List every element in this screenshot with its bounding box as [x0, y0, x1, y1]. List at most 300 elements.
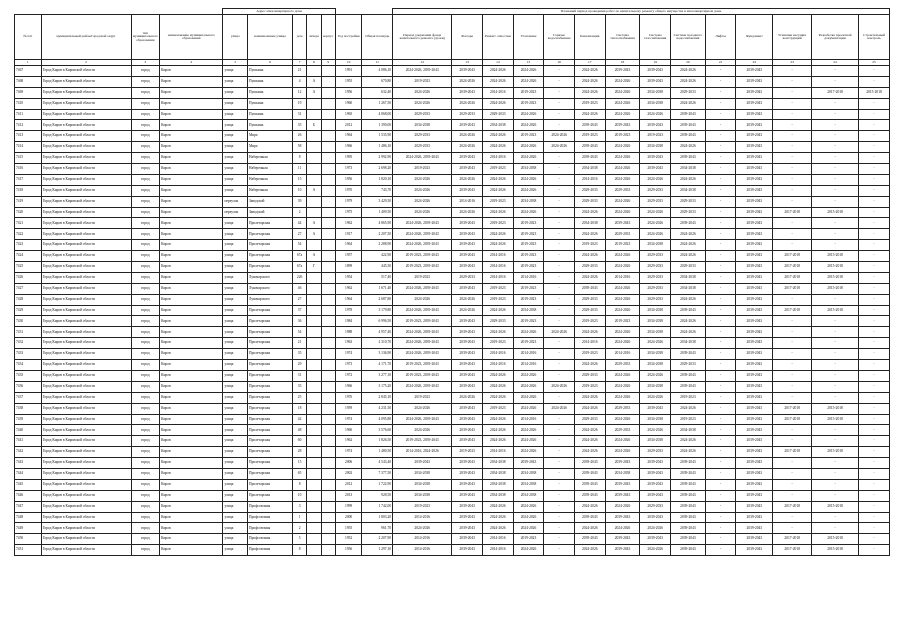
repair-period-cell: 2024-2026	[393, 425, 452, 436]
house-letter-cell	[307, 490, 321, 501]
sewerage-period-cell: 2019-2023	[574, 316, 605, 327]
elevator-period-cell: -	[705, 98, 736, 109]
row-number-cell: 7426	[15, 272, 42, 283]
street-type-cell: улица	[223, 174, 248, 185]
heating-period-cell: 2024-2026	[605, 207, 640, 218]
table-row	[15, 120, 890, 131]
heating-period-cell: 2024-2026	[605, 414, 640, 425]
house-number-cell: 39	[292, 196, 306, 207]
house-letter-cell	[307, 436, 321, 447]
house-letter-cell	[307, 327, 321, 338]
house-letter-cell	[307, 131, 321, 142]
blind-area-period-cell: 2034-2038	[483, 479, 514, 490]
reinforcement-period-cell: 2017-2018	[773, 447, 812, 458]
house-number-cell: 31	[292, 109, 306, 120]
street-type-cell: улица	[223, 109, 248, 120]
street-name-cell: Пролетарская	[247, 305, 292, 316]
elevator-period-cell: -	[705, 196, 736, 207]
column-header: корпус	[321, 15, 335, 60]
construction-control-period-cell: -	[859, 272, 890, 283]
repair-period-cell: 2029-2033	[393, 142, 452, 153]
register-body	[15, 66, 890, 556]
design-docs-period-cell: -	[812, 327, 859, 338]
foundation-period-cell: 2039-2043	[736, 523, 773, 534]
blind-area-period-cell: 2024-2026	[483, 523, 514, 534]
municipality-name-cell: Киров	[160, 207, 223, 218]
blind-area-period-cell: 2034-2038	[483, 458, 514, 469]
design-docs-period-cell: 2015-2018	[812, 501, 859, 512]
table-row	[15, 501, 890, 512]
building-block-cell	[321, 131, 335, 142]
blind-area-period-cell: 2024-2026	[483, 66, 514, 77]
construction-control-period-cell: -	[859, 262, 890, 273]
build-year-cell: 1988	[335, 327, 362, 338]
facade-period-cell: 2039-2043	[452, 545, 483, 556]
municipality-type-cell: город	[131, 109, 160, 120]
municipal-district-cell: Город Киров в Кировской области	[41, 545, 131, 556]
table-row	[15, 218, 890, 229]
repair-period-cell: 2034-2038	[393, 490, 452, 501]
hot-water-period-cell: -	[544, 207, 575, 218]
house-number-cell: 26	[292, 131, 306, 142]
house-letter-cell	[307, 392, 321, 403]
municipality-name-cell: Киров	[160, 66, 223, 77]
blind-area-period-cell: 2014-2016	[483, 447, 514, 458]
table-row	[15, 229, 890, 240]
repair-period-cell: 2024-2026, 2039-2043	[393, 66, 452, 77]
build-year-cell: 1959	[335, 403, 362, 414]
repair-period-cell: 2024-2026, 2039-2043	[393, 240, 452, 251]
column-header: Система холодного водоснабжения	[671, 15, 706, 60]
total-area-cell: 4 957,40	[362, 327, 393, 338]
insulation-period-cell: 2024-2026	[513, 66, 544, 77]
street-name-cell: Пролетарская	[247, 490, 292, 501]
municipality-name-cell: Киров	[160, 294, 223, 305]
building-block-cell	[321, 142, 335, 153]
building-block-cell	[321, 414, 335, 425]
column-header: Горячее водоснабжение	[544, 15, 575, 60]
sewerage-period-cell: 2014-2016	[574, 174, 605, 185]
gas-period-cell: 2039-2043	[640, 468, 671, 479]
column-header: Утепление	[513, 15, 544, 60]
blind-area-period-cell: 2014-2016	[483, 360, 514, 371]
gas-period-cell: 2039-2043	[640, 164, 671, 175]
insulation-period-cell: 2014-2016	[513, 272, 544, 283]
building-block-cell	[321, 425, 335, 436]
design-docs-period-cell: 2015-2018	[812, 545, 859, 556]
cold-water-period-cell: 2029-2033	[671, 87, 706, 98]
municipal-district-cell: Город Киров в Кировской области	[41, 218, 131, 229]
municipality-name-cell: Киров	[160, 360, 223, 371]
design-docs-period-cell: -	[812, 98, 859, 109]
facade-period-cell: 2039-2043	[452, 349, 483, 360]
foundation-period-cell: 2039-2043	[736, 87, 773, 98]
hot-water-period-cell: -	[544, 534, 575, 545]
elevator-period-cell: -	[705, 381, 736, 392]
insulation-period-cell: 2034-2038	[513, 468, 544, 479]
house-letter-cell	[307, 381, 321, 392]
building-block-cell	[321, 534, 335, 545]
building-block-cell	[321, 109, 335, 120]
reinforcement-period-cell: -	[773, 98, 812, 109]
gas-period-cell: 2024-2026	[640, 370, 671, 381]
cold-water-period-cell: 2039-2043	[671, 153, 706, 164]
total-area-cell: 4 231,50	[362, 403, 393, 414]
heating-period-cell: 2024-2026	[605, 370, 640, 381]
facade-period-cell: 2029-2033	[452, 109, 483, 120]
cold-water-period-cell: 2039-2043	[671, 120, 706, 131]
column-number: 15	[513, 60, 544, 66]
heating-period-cell: 2024-2026	[605, 283, 640, 294]
insulation-period-cell: 2024-2026	[513, 327, 544, 338]
gas-period-cell: 2024-2026	[640, 392, 671, 403]
elevator-period-cell: -	[705, 545, 736, 556]
column-header: Система газоснабжения	[640, 15, 671, 60]
gas-period-cell: 2029-2033	[640, 283, 671, 294]
column-number: 5	[223, 60, 248, 66]
reinforcement-period-cell: -	[773, 164, 812, 175]
house-number-cell: 35	[292, 120, 306, 131]
build-year-cell: 1966	[335, 142, 362, 153]
insulation-period-cell: 2024-2026	[513, 142, 544, 153]
facade-period-cell: 2039-2043	[452, 425, 483, 436]
municipal-district-cell: Город Киров в Кировской области	[41, 66, 131, 77]
repair-period-cell: 2019-2023, 2039-2043	[393, 436, 452, 447]
house-number-cell: 4	[292, 76, 306, 87]
blind-area-period-cell: 2024-2026	[483, 414, 514, 425]
municipal-district-cell: Город Киров в Кировской области	[41, 185, 131, 196]
street-name-cell: Профсоюзная	[247, 512, 292, 523]
gas-period-cell: 2034-2038	[640, 142, 671, 153]
total-area-cell: 4 095,80	[362, 414, 393, 425]
reinforcement-period-cell: 2017-2018	[773, 534, 812, 545]
insulation-period-cell: 2024-2026	[513, 370, 544, 381]
cold-water-period-cell: 2024-2026	[671, 66, 706, 77]
street-type-cell: улица	[223, 534, 248, 545]
house-letter-cell	[307, 360, 321, 371]
cold-water-period-cell: 2039-2043	[671, 109, 706, 120]
elevator-period-cell: -	[705, 207, 736, 218]
table-row	[15, 272, 890, 283]
construction-control-period-cell: -	[859, 458, 890, 469]
cold-water-period-cell: 2024-2026	[671, 174, 706, 185]
gas-period-cell: 2024-2026	[640, 218, 671, 229]
street-name-cell: Пушкина	[247, 76, 292, 87]
building-block-cell	[321, 185, 335, 196]
table-row	[15, 512, 890, 523]
repair-period-cell: 2024-2026, 2039-2043	[393, 349, 452, 360]
house-letter-cell	[307, 545, 321, 556]
elevator-period-cell: -	[705, 174, 736, 185]
municipality-type-cell: город	[131, 174, 160, 185]
row-number-cell: 7439	[15, 414, 42, 425]
repair-period-cell: 2039-2043	[393, 458, 452, 469]
foundation-period-cell: 2039-2043	[736, 153, 773, 164]
heating-period-cell: 2039-2043	[605, 512, 640, 523]
street-name-cell: Набережная	[247, 164, 292, 175]
house-letter-cell	[307, 458, 321, 469]
row-number-cell: 7443	[15, 458, 42, 469]
blind-area-period-cell: 2024-2026	[483, 327, 514, 338]
street-type-cell: улица	[223, 392, 248, 403]
facade-period-cell: 2024-2026	[452, 131, 483, 142]
row-number-cell: 7417	[15, 174, 42, 185]
foundation-period-cell: 2039-2043	[736, 164, 773, 175]
gas-period-cell: 2039-2043	[640, 479, 671, 490]
hot-water-period-cell: -	[544, 360, 575, 371]
street-type-cell: улица	[223, 545, 248, 556]
heating-period-cell: 2029-2033	[605, 403, 640, 414]
street-name-cell: Пролетарская	[247, 338, 292, 349]
hot-water-period-cell: -	[544, 87, 575, 98]
cold-water-period-cell: 2039-2043	[671, 545, 706, 556]
street-name-cell: Заводской	[247, 196, 292, 207]
gas-period-cell: 2034-2038	[640, 305, 671, 316]
row-number-cell: 7432	[15, 338, 42, 349]
building-block-cell	[321, 327, 335, 338]
elevator-period-cell: -	[705, 370, 736, 381]
street-type-cell: улица	[223, 66, 248, 77]
facade-period-cell: 2039-2043	[452, 251, 483, 262]
elevator-period-cell: -	[705, 142, 736, 153]
construction-control-period-cell: -	[859, 240, 890, 251]
total-area-cell: 1 535,90	[362, 131, 393, 142]
insulation-period-cell: 2019-2023	[513, 251, 544, 262]
gas-period-cell: 2034-2038	[640, 327, 671, 338]
insulation-period-cell: 2019-2023	[513, 534, 544, 545]
foundation-period-cell: 2039-2043	[736, 185, 773, 196]
repair-period-cell: 2024-2026, 2039-2043	[393, 414, 452, 425]
cold-water-period-cell: 2034-2038	[671, 283, 706, 294]
house-letter-cell	[307, 512, 321, 523]
column-number: 25	[859, 60, 890, 66]
foundation-period-cell: 2039-2043	[736, 490, 773, 501]
sewerage-period-cell: 2024-2026	[574, 251, 605, 262]
total-area-cell: 1 826,50	[362, 436, 393, 447]
foundation-period-cell: 2039-2043	[736, 436, 773, 447]
house-number-cell: 25	[292, 392, 306, 403]
total-area-cell: 4 543,40	[362, 458, 393, 469]
heating-period-cell: 2024-2026	[605, 174, 640, 185]
house-number-cell: 44	[292, 218, 306, 229]
facade-period-cell: 2039-2043	[452, 360, 483, 371]
foundation-period-cell: 2039-2043	[736, 305, 773, 316]
municipality-name-cell: Киров	[160, 87, 223, 98]
elevator-period-cell: -	[705, 294, 736, 305]
total-area-cell: 4 086,10	[362, 66, 393, 77]
facade-period-cell: 2039-2043	[452, 512, 483, 523]
house-letter-cell	[307, 425, 321, 436]
blind-area-period-cell: 2014-2016	[483, 153, 514, 164]
table-row	[15, 207, 890, 218]
elevator-period-cell: -	[705, 164, 736, 175]
sewerage-period-cell: 2014-2016	[574, 338, 605, 349]
hot-water-period-cell: -	[544, 523, 575, 534]
municipality-type-cell: город	[131, 501, 160, 512]
row-number-cell: 7450	[15, 534, 42, 545]
municipal-district-cell: Город Киров в Кировской области	[41, 262, 131, 273]
foundation-period-cell: 2039-2043	[736, 131, 773, 142]
house-letter-cell	[307, 272, 321, 283]
municipality-type-cell: город	[131, 142, 160, 153]
municipality-type-cell: город	[131, 272, 160, 283]
table-row	[15, 98, 890, 109]
column-header: тип муниципального образования	[131, 15, 160, 60]
street-name-cell: Луначарского	[247, 272, 292, 283]
hot-water-period-cell: -	[544, 490, 575, 501]
elevator-period-cell: -	[705, 76, 736, 87]
design-docs-period-cell: -	[812, 76, 859, 87]
house-letter-cell	[307, 196, 321, 207]
total-area-cell: 3 277,10	[362, 370, 393, 381]
facade-period-cell: 2024-2026	[452, 142, 483, 153]
gas-period-cell: 2034-2038	[640, 381, 671, 392]
municipality-name-cell: Киров	[160, 153, 223, 164]
table-row	[15, 262, 890, 273]
municipal-district-cell: Город Киров в Кировской области	[41, 338, 131, 349]
build-year-cell: 1970	[335, 185, 362, 196]
sewerage-period-cell: 2034-2038	[574, 218, 605, 229]
insulation-period-cell: 2024-2026	[513, 185, 544, 196]
street-type-cell: улица	[223, 327, 248, 338]
municipality-name-cell: Киров	[160, 545, 223, 556]
heating-period-cell: 2029-2033	[605, 360, 640, 371]
column-header-row	[15, 15, 890, 60]
building-block-cell	[321, 436, 335, 447]
street-name-cell: Луначарского	[247, 294, 292, 305]
foundation-period-cell: 2039-2043	[736, 425, 773, 436]
house-letter-cell	[307, 501, 321, 512]
elevator-period-cell: -	[705, 512, 736, 523]
table-row	[15, 240, 890, 251]
row-number-cell: 7422	[15, 229, 42, 240]
municipal-district-cell: Город Киров в Кировской области	[41, 534, 131, 545]
row-number-cell: 7425	[15, 262, 42, 273]
total-area-cell: 1 722,90	[362, 479, 393, 490]
gas-period-cell: 2034-2038	[640, 349, 671, 360]
total-area-cell: 1 297,10	[362, 545, 393, 556]
repair-period-cell: 2034-2038	[393, 468, 452, 479]
repair-period-cell: 2024-2026, 2039-2043	[393, 218, 452, 229]
sewerage-period-cell: 2024-2026	[574, 109, 605, 120]
blind-area-period-cell: 2019-2023	[483, 338, 514, 349]
heating-period-cell: 2024-2026	[605, 98, 640, 109]
municipality-type-cell: город	[131, 185, 160, 196]
street-type-cell: улица	[223, 76, 248, 87]
design-docs-period-cell: -	[812, 142, 859, 153]
construction-control-period-cell: -	[859, 251, 890, 262]
blind-area-period-cell: 2024-2026	[483, 76, 514, 87]
hot-water-period-cell: -	[544, 98, 575, 109]
house-number-cell: 27	[292, 294, 306, 305]
heating-period-cell: 2039-2043	[605, 458, 640, 469]
build-year-cell: 1955	[335, 76, 362, 87]
column-header: Строительный контроль	[859, 15, 890, 60]
reinforcement-period-cell: -	[773, 370, 812, 381]
elevator-period-cell: -	[705, 447, 736, 458]
facade-period-cell: 2024-2026	[452, 174, 483, 185]
table-row	[15, 131, 890, 142]
reinforcement-period-cell: -	[773, 468, 812, 479]
house-letter-cell: Г	[307, 262, 321, 273]
row-number-cell: 7433	[15, 349, 42, 360]
municipality-name-cell: Киров	[160, 218, 223, 229]
column-header: Разработка проектной документации	[812, 15, 859, 60]
facade-period-cell: 2024-2026	[452, 392, 483, 403]
reinforcement-period-cell: -	[773, 316, 812, 327]
reinforcement-period-cell: -	[773, 327, 812, 338]
street-name-cell: Пролетарская	[247, 425, 292, 436]
total-area-cell: 2 207,90	[362, 534, 393, 545]
municipality-type-cell: город	[131, 207, 160, 218]
house-letter-cell	[307, 447, 321, 458]
elevator-period-cell: -	[705, 479, 736, 490]
street-name-cell: Пушкина	[247, 120, 292, 131]
municipal-district-cell: Город Киров в Кировской области	[41, 294, 131, 305]
blind-area-period-cell: 2034-2038	[483, 468, 514, 479]
municipality-name-cell: Киров	[160, 447, 223, 458]
cold-water-period-cell: 2039-2043	[671, 131, 706, 142]
house-letter-cell	[307, 294, 321, 305]
gas-period-cell: 2024-2026	[640, 109, 671, 120]
cold-water-period-cell: 2039-2043	[671, 501, 706, 512]
insulation-period-cell: 2039-2043	[513, 458, 544, 469]
sewerage-period-cell: 2019-2023	[574, 240, 605, 251]
repair-period-cell: 2029-2033	[393, 109, 452, 120]
insulation-period-cell: 2019-2023	[513, 294, 544, 305]
house-number-cell: 1	[292, 512, 306, 523]
build-year-cell: 1963	[335, 338, 362, 349]
heating-period-cell: 2014-2016	[605, 272, 640, 283]
heating-period-cell: 2039-2043	[605, 218, 640, 229]
sewerage-period-cell: 2024-2026	[574, 545, 605, 556]
elevator-period-cell: -	[705, 109, 736, 120]
build-year-cell: 1974	[335, 447, 362, 458]
build-year-cell: 1999	[335, 501, 362, 512]
construction-control-period-cell: -	[859, 370, 890, 381]
column-number: 10	[335, 60, 362, 66]
municipal-district-cell: Город Киров в Кировской области	[41, 131, 131, 142]
municipality-type-cell: город	[131, 240, 160, 251]
reinforcement-period-cell: -	[773, 174, 812, 185]
blind-area-period-cell: 2024-2026	[483, 381, 514, 392]
house-number-cell: 46	[292, 283, 306, 294]
blind-area-period-cell: 2024-2026	[483, 512, 514, 523]
municipality-type-cell: город	[131, 87, 160, 98]
municipality-name-cell: Киров	[160, 468, 223, 479]
hot-water-period-cell: -	[544, 501, 575, 512]
gas-period-cell: 2039-2043	[640, 120, 671, 131]
heating-period-cell: 2024-2026	[605, 76, 640, 87]
foundation-period-cell: 2039-2043	[736, 294, 773, 305]
house-number-cell: 226	[292, 272, 306, 283]
column-number: 8	[307, 60, 321, 66]
building-block-cell	[321, 392, 335, 403]
column-number: 1	[15, 60, 42, 66]
reinforcement-period-cell: -	[773, 131, 812, 142]
total-area-cell: 928,50	[362, 490, 393, 501]
municipal-district-cell: Город Киров в Кировской области	[41, 76, 131, 87]
row-number-cell: 7444	[15, 468, 42, 479]
street-type-cell: улица	[223, 294, 248, 305]
building-block-cell	[321, 370, 335, 381]
municipality-type-cell: город	[131, 120, 160, 131]
house-number-cell: 5	[292, 534, 306, 545]
blind-area-period-cell: 2024-2026	[483, 240, 514, 251]
street-name-cell: Пролетарская	[247, 349, 292, 360]
house-letter-cell	[307, 479, 321, 490]
municipal-district-cell: Город Киров в Кировской области	[41, 207, 131, 218]
